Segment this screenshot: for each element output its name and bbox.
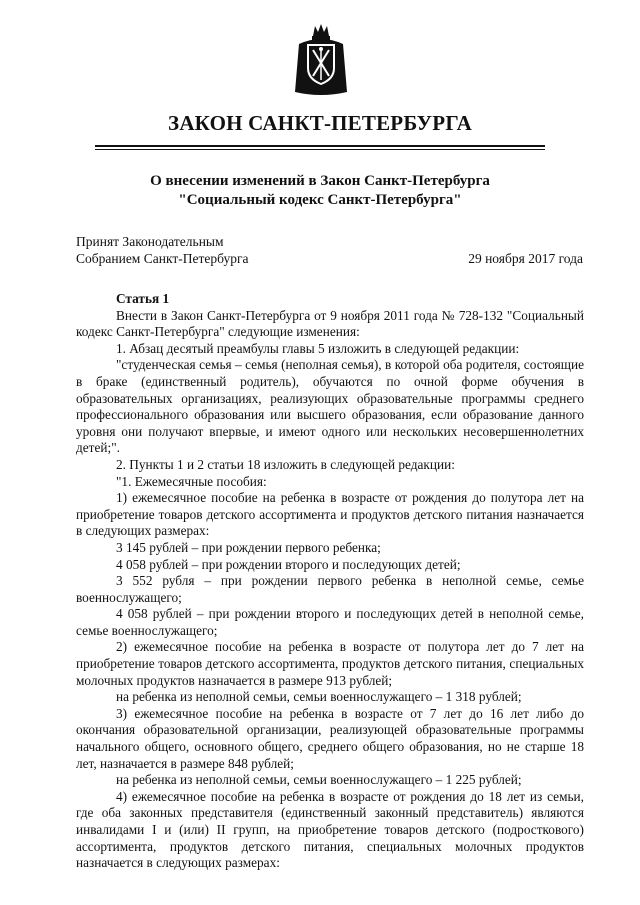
paragraph: 1. Абзац десятый преамбулы главы 5 изложить в следующей редакции: — [116, 340, 520, 356]
title-divider-thin — [95, 149, 545, 150]
title-divider — [95, 145, 545, 147]
paragraph: "студенческая семья – семья (неполная семья), в которой оба родителя, состоящие в браке (единственный родитель), обучаются по очной форме обучения в образовательных организациях, реализующих образовательные программы среднего профессионального образования или высшего образования, если образование данного уровня они получают впервые, и имеют одного или нескольких несовершеннолетних детей;". — [76, 357, 584, 456]
paragraph: Внести в Закон Санкт-Петербурга от 9 ноября 2011 года № 728-132 "Социальный кодекс Санкт-Петербурга" следующие изменения: — [76, 307, 584, 340]
paragraph: на ребенка из неполной семьи, семьи военнослужащего – 1 318 рублей; — [116, 689, 522, 705]
paragraph: 1) ежемесячное пособие на ребенка в возрасте от рождения до полутора лет на приобретение товаров детского ассортимента и продуктов детского питания назначается в следующих размерах: — [76, 490, 584, 539]
adoption-line: Собранием Санкт-Петербурга — [76, 251, 249, 266]
paragraph: на ребенка из неполной семьи, семьи военнослужащего – 1 225 рублей; — [116, 772, 522, 788]
paragraph: 2. Пункты 1 и 2 статьи 18 изложить в следующей редакции: — [116, 456, 455, 472]
paragraph: 3 552 рубля – при рождении первого ребенка в неполной семье, семье военнослужащего; — [76, 573, 584, 605]
paragraph: 4 058 рублей – при рождении второго и последующих детей в неполной семье, семье военнослужащего; — [76, 606, 584, 638]
subtitle-line: "Социальный кодекс Санкт-Петербурга" — [178, 192, 462, 208]
paragraph: "1. Ежемесячные пособия: — [116, 473, 267, 489]
adoption-body — [76, 233, 249, 267]
paragraph: 4) ежемесячное пособие на ребенка в возрасте от рождения до 18 лет из семьи, где оба законных представителя (единственный законный представитель) являются инвалидами I и (или) II групп, на приобретение товаров детского (подросткового) ассортимента, продуктов детского питания, специальных молочных продуктов назначается в следующих размерах: — [76, 788, 584, 871]
adoption-line: Принят Законодательным — [76, 234, 224, 249]
coat-of-arms-emblem — [293, 22, 349, 98]
subtitle-line: О внесении изменений в Закон Санкт-Петербурга — [150, 173, 490, 189]
law-subtitle — [0, 172, 640, 210]
paragraph: 4 058 рублей – при рождении второго и последующих детей; — [116, 556, 461, 572]
paragraph: 2) ежемесячное пособие на ребенка в возрасте от полутора лет до 7 лет на приобретение товаров детского ассортимента, продуктов детского питания, специальных молочных продуктов назначается в размере 913 рублей; — [76, 639, 584, 688]
adoption-date: 29 ноября 2017 года — [468, 251, 583, 266]
law-title: ЗАКОН САНКТ-ПЕТЕРБУРГА — [168, 111, 472, 135]
paragraph: 3) ежемесячное пособие на ребенка в возрасте от 7 лет до 16 лет либо до окончания образовательной организации, реализующей образовательные программы начального общего, основного общего, среднего общего образования, но не старше 18 лет, назначается в размере 848 рублей; — [76, 705, 584, 771]
paragraph: 3 145 рублей – при рождении первого ребенка; — [116, 539, 381, 555]
law-body — [76, 291, 584, 872]
article-heading: Статья 1 — [116, 291, 170, 306]
